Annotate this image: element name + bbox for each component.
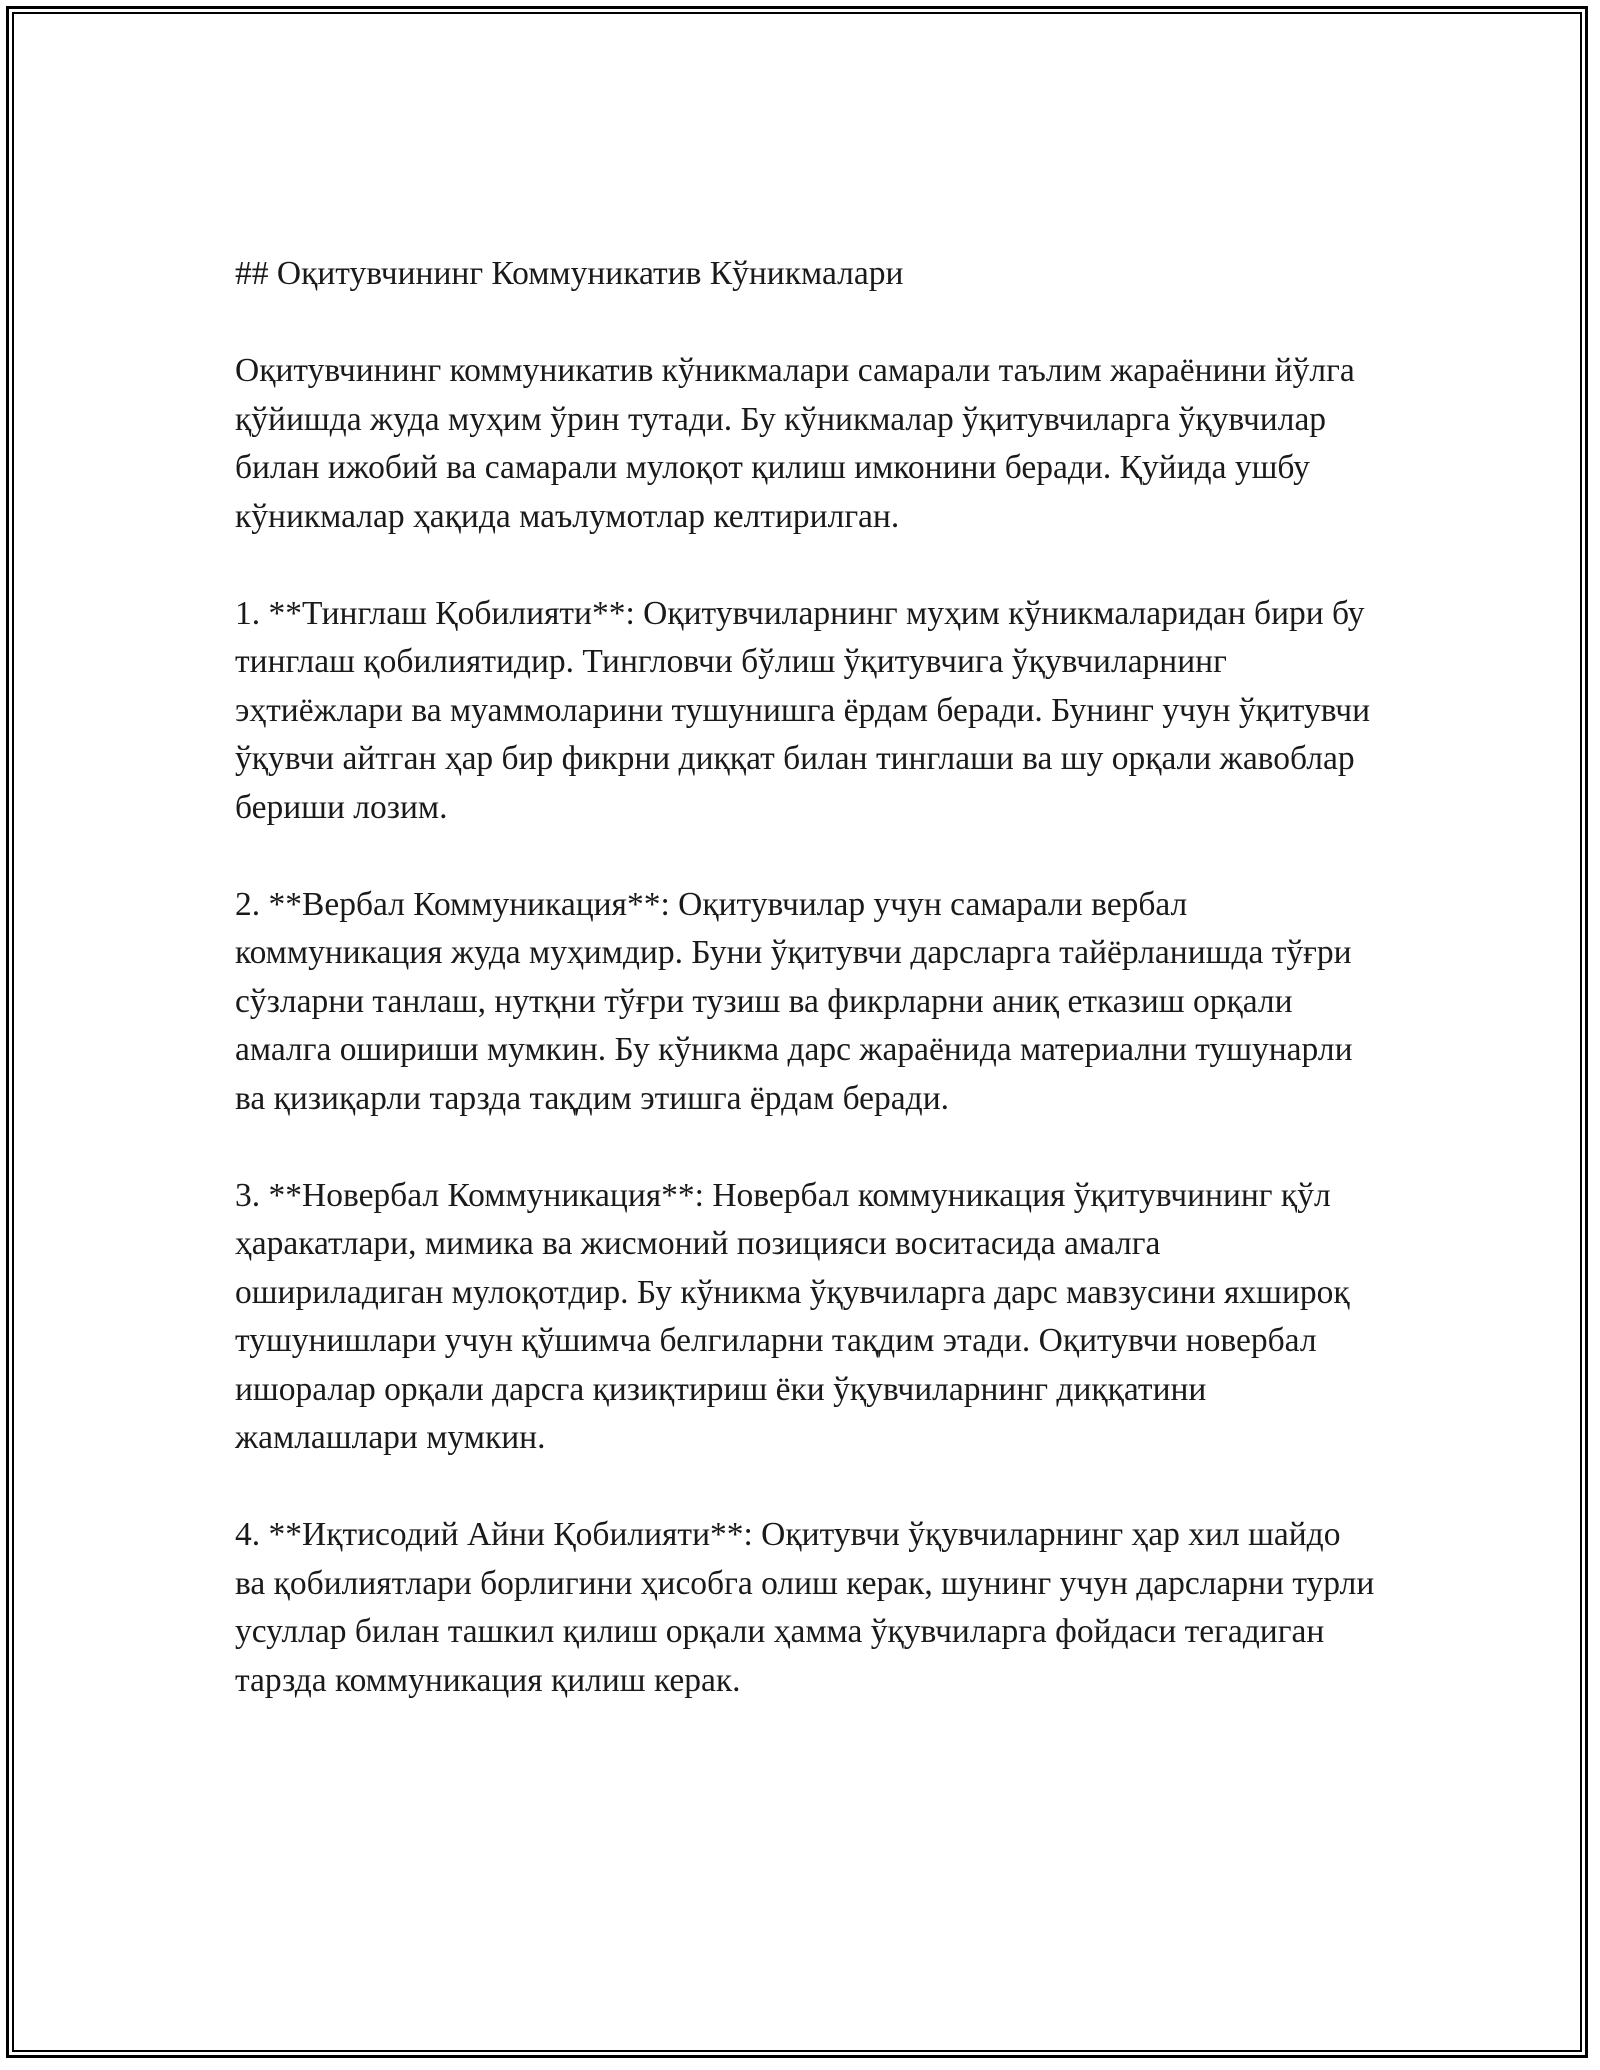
intro-paragraph: Оқитувчининг коммуникатив кўникмалари самарали таълим жараёнини йўлга қўйишда жуда муҳим ўрин тутади. Бу кўникмалар ўқитувчиларга ўқувчилар билан ижобий ва самарали мулоқот қилиш имконини беради. Қуйида ушбу кўникмалар ҳақида маълумотлар келтирилган. <box>235 352 1355 535</box>
list-item: 4. **Иқтисодий Айни Қобилияти**: Оқитувчи ўқувчиларнинг ҳар хил шайдо ва қобилиятлари борлигини ҳисобга олиш керак, шунинг учун дарсларни турли усуллар билан ташкил қилиш орқали ҳамма ўқувчиларга фойдаси тегадиган тарзда коммуникация қилиш керак. <box>235 1516 1375 1699</box>
list-item: 1. **Тинглаш Қобилияти**: Оқитувчиларнинг муҳим кўникмаларидан бири бу тинглаш қобилиятидир. Тингловчи бўлиш ўқитувчига ўқувчиларнинг эҳтиёжлари ва муаммоларини тушунишга ёрдам беради. Бунинг учун ўқитувчи ўқувчи айтган ҳар бир фикрни диққат билан тинглаши ва шу орқали жавоблар бериши лозим. <box>235 594 1371 826</box>
document-heading: ## Оқитувчининг Коммуникатив Кўникмалари <box>235 255 904 292</box>
list-item: 3. **Новербал Коммуникация**: Новербал коммуникация ўқитувчининг қўл ҳаракатлари, мимика ва жисмоний позицияси воситасида амалга ошириладиган мулоқотдир. Бу кўникма ўқувчиларга дарс мавзусини яхшироқ тушунишлари учун қўшимча белгиларни тақдим этади. Оқитувчи новербал ишоралар орқали дарсга қизиқтириш ёки ўқувчиларнинг диққатини жамлашлари мумкин. <box>235 1176 1350 1456</box>
document-body <box>235 250 1375 1754</box>
list-item: 2. **Вербал Коммуникация**: Оқитувчилар учун самарали вербал коммуникация жуда муҳимдир. Буни ўқитувчи дарсларга тайёрланишда тўғри сўзларни танлаш, нутқни тўғри тузиш ва фикрларни аниқ етказиш орқали амалга ошириши мумкин. Бу кўникма дарс жараёнида материални тушунарли ва қизиқарли тарзда тақдим этишга ёрдам беради. <box>235 885 1353 1117</box>
